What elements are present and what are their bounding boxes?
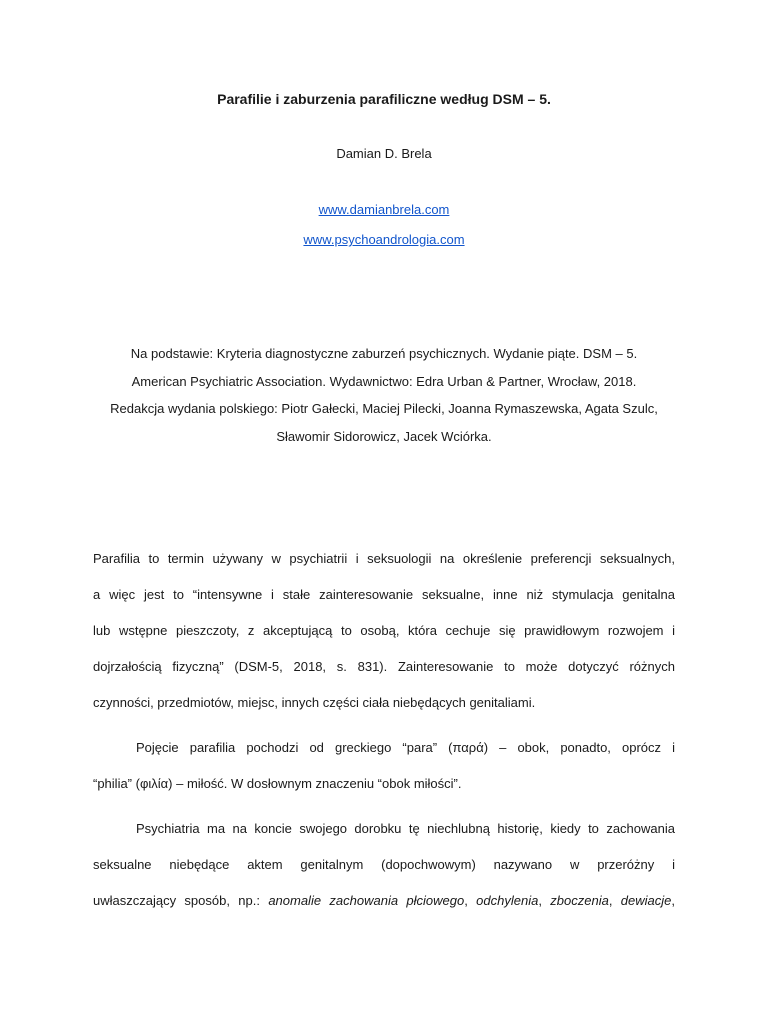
paragraph-definition xyxy=(93,541,675,721)
separator: , xyxy=(671,893,675,908)
text-line: dojrzałością fizyczną” (DSM-5, 2018, s. 831). Zainteresowanie to może dotyczyć różnych xyxy=(93,659,675,674)
separator: , xyxy=(608,893,621,908)
text-line: a więc jest to “intensywne i stałe zainteresowanie seksualne, inne niż stymulacja genitalna xyxy=(93,587,675,602)
text-line: seksualne niebędące aktem genitalnym (dopochwowym) nazywano w przeróżny i xyxy=(93,857,675,872)
text-line: lub wstępne pieszczoty, z akceptującą to osobą, która cechuje się prawidłowym rozwojem i xyxy=(93,623,675,638)
italic-term: dewiacje xyxy=(620,893,672,908)
website-link-damianbrela[interactable]: www.damianbrela.com xyxy=(318,202,450,217)
separator: , xyxy=(538,893,551,908)
text-line: czynności, przedmiotów, miejsc, innych części ciała niebędących genitaliami. xyxy=(93,695,536,710)
text-line-with-terms xyxy=(93,883,675,919)
text-line: Psychiatria ma na koncie swojego dorobku tę niechlubną historię, kiedy to zachowania xyxy=(136,821,675,836)
paragraph-etymology xyxy=(93,730,675,802)
author-name: Damian D. Brela xyxy=(336,146,432,161)
separator: , xyxy=(464,893,477,908)
source-line: American Psychiatric Association. Wydawnictwo: Edra Urban & Partner, Wrocław, 2018. xyxy=(131,374,637,389)
paragraph-history xyxy=(93,811,675,919)
website-link-psychoandrologia[interactable]: www.psychoandrologia.com xyxy=(303,232,465,247)
italic-term: zboczenia xyxy=(550,893,609,908)
text-line: “philia” (φιλία) – miłość. W dosłownym znaczeniu “obok miłości”. xyxy=(93,776,462,791)
source-line: Redakcja wydania polskiego: Piotr Gałecki, Maciej Pilecki, Joanna Rymaszewska, Agata Szulc, xyxy=(110,401,658,416)
source-line: Sławomir Sidorowicz, Jacek Wciórka. xyxy=(276,429,492,444)
italic-term: odchylenia xyxy=(476,893,539,908)
text-line: Pojęcie parafilia pochodzi od greckiego “para” (παρά) – obok, ponadto, oprócz i xyxy=(136,740,675,755)
text-line: Parafilia to termin używany w psychiatrii i seksuologii na określenie preferencji seksualnych, xyxy=(93,551,675,566)
text-fragment: uwłaszczający sposób, np.: xyxy=(93,893,269,908)
source-line: Na podstawie: Kryteria diagnostyczne zaburzeń psychicznych. Wydanie piąte. DSM – 5. xyxy=(130,346,638,361)
italic-term: anomalie zachowania płciowego xyxy=(268,893,465,908)
document-title: Parafilie i zaburzenia parafiliczne według DSM – 5. xyxy=(217,91,551,107)
